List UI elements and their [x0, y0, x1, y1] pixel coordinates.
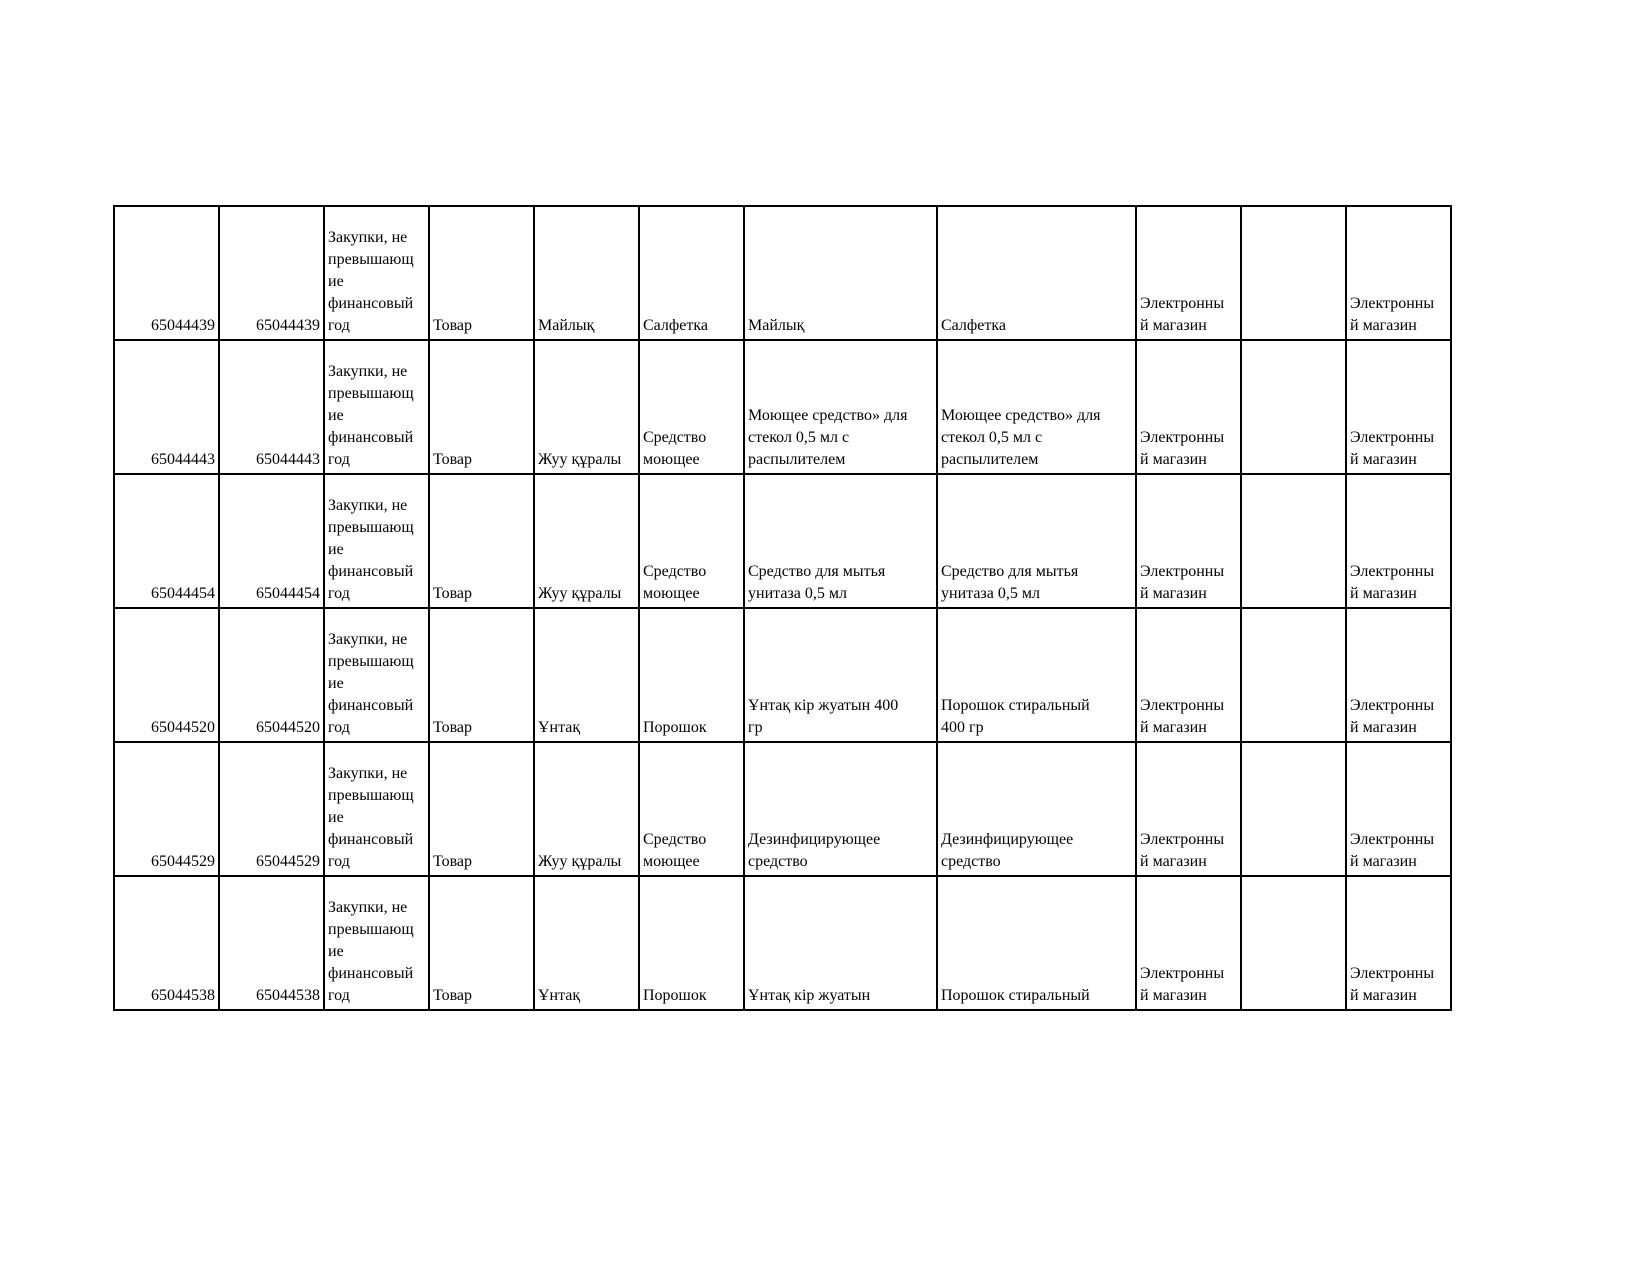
table-row — [114, 742, 1451, 876]
lot-number: 65044520 — [151, 719, 215, 736]
method-ru: Электронны й магазин — [1350, 697, 1435, 736]
description-kz: Моющее средство» для стекол 0,5 мл с распылителем — [748, 407, 908, 468]
item-number-cell — [219, 340, 324, 474]
name-kz: Жуу құралы — [538, 585, 622, 602]
item-number: 65044443 — [256, 451, 320, 468]
lot-number-cell — [114, 474, 219, 608]
name-ru: Средство моющее — [643, 831, 707, 870]
item-number-cell — [219, 608, 324, 742]
name-kz-cell — [534, 206, 639, 340]
name-kz: Жуу құралы — [538, 853, 622, 870]
lot-number-cell — [114, 608, 219, 742]
empty-cell — [1241, 340, 1346, 474]
lot-number: 65044443 — [151, 451, 215, 468]
empty-cell — [1241, 876, 1346, 1010]
method-kz-cell — [1136, 742, 1241, 876]
purchase-type-cell — [324, 340, 429, 474]
description-kz-cell — [744, 340, 937, 474]
name-kz: Ұнтақ — [538, 719, 581, 736]
subject-type: Товар — [433, 585, 473, 602]
item-number: 65044520 — [256, 719, 320, 736]
description-kz-cell — [744, 742, 937, 876]
method-kz: Электронны й магазин — [1140, 697, 1225, 736]
method-kz: Электронны й магазин — [1140, 295, 1225, 334]
empty-cell — [1241, 608, 1346, 742]
item-number: 65044454 — [256, 585, 320, 602]
method-ru-cell — [1346, 206, 1451, 340]
purchase-type-cell — [324, 876, 429, 1010]
name-ru: Порошок — [643, 719, 707, 736]
description-kz: Ұнтақ кір жуатын 400 гр — [748, 697, 899, 736]
name-ru-cell — [639, 876, 744, 1010]
item-number-cell — [219, 876, 324, 1010]
purchase-type-cell — [324, 608, 429, 742]
name-ru: Салфетка — [643, 317, 708, 334]
lot-number: 65044538 — [151, 987, 215, 1004]
name-ru: Средство моющее — [643, 429, 707, 468]
description-ru: Салфетка — [941, 317, 1006, 334]
empty-cell — [1241, 206, 1346, 340]
subject-type-cell — [429, 876, 534, 1010]
subject-type: Товар — [433, 853, 473, 870]
description-kz: Средство для мытья унитаза 0,5 мл — [748, 563, 886, 602]
purchase-type: Закупки, не превышающ ие финансовый год — [328, 631, 414, 736]
name-kz: Жуу құралы — [538, 451, 622, 468]
item-number-cell — [219, 742, 324, 876]
table-row — [114, 876, 1451, 1010]
description-kz-cell — [744, 206, 937, 340]
method-ru-cell — [1346, 742, 1451, 876]
purchase-type: Закупки, не превышающ ие финансовый год — [328, 497, 414, 602]
description-ru-cell — [937, 608, 1136, 742]
description-ru-cell — [937, 742, 1136, 876]
name-kz-cell — [534, 742, 639, 876]
lot-number-cell — [114, 742, 219, 876]
purchase-type-cell — [324, 742, 429, 876]
lot-number-cell — [114, 876, 219, 1010]
item-number-cell — [219, 474, 324, 608]
empty-cell — [1241, 742, 1346, 876]
name-ru-cell — [639, 742, 744, 876]
description-kz-cell — [744, 474, 937, 608]
description-ru: Моющее средство» для стекол 0,5 мл с распылителем — [941, 407, 1101, 468]
table-row — [114, 340, 1451, 474]
table-row — [114, 474, 1451, 608]
table-row — [114, 608, 1451, 742]
subject-type-cell — [429, 742, 534, 876]
name-kz: Майлық — [538, 317, 595, 334]
description-ru-cell — [937, 876, 1136, 1010]
table-row — [114, 206, 1451, 340]
method-ru: Электронны й магазин — [1350, 831, 1435, 870]
lot-number-cell — [114, 206, 219, 340]
name-ru: Средство моющее — [643, 563, 707, 602]
name-kz-cell — [534, 876, 639, 1010]
subject-type: Товар — [433, 987, 473, 1004]
subject-type: Товар — [433, 317, 473, 334]
method-kz-cell — [1136, 474, 1241, 608]
lot-number: 65044439 — [151, 317, 215, 334]
item-number: 65044529 — [256, 853, 320, 870]
method-kz: Электронны й магазин — [1140, 429, 1225, 468]
subject-type-cell — [429, 206, 534, 340]
description-kz-cell — [744, 608, 937, 742]
purchase-type-cell — [324, 474, 429, 608]
subject-type-cell — [429, 608, 534, 742]
description-kz: Майлық — [748, 317, 805, 334]
subject-type: Товар — [433, 451, 473, 468]
name-kz-cell — [534, 340, 639, 474]
description-ru: Дезинфицирующее средство — [941, 831, 1074, 870]
method-ru: Электронны й магазин — [1350, 965, 1435, 1004]
method-ru-cell — [1346, 474, 1451, 608]
item-number: 65044538 — [256, 987, 320, 1004]
name-ru-cell — [639, 206, 744, 340]
method-kz-cell — [1136, 608, 1241, 742]
method-kz: Электронны й магазин — [1140, 965, 1225, 1004]
purchase-type: Закупки, не превышающ ие финансовый год — [328, 899, 414, 1004]
method-kz: Электронны й магазин — [1140, 563, 1225, 602]
method-ru: Электронны й магазин — [1350, 563, 1435, 602]
lot-number: 65044454 — [151, 585, 215, 602]
lot-number-cell — [114, 340, 219, 474]
table-body — [114, 206, 1451, 1010]
method-kz-cell — [1136, 876, 1241, 1010]
item-number-cell — [219, 206, 324, 340]
subject-type-cell — [429, 340, 534, 474]
method-kz: Электронны й магазин — [1140, 831, 1225, 870]
method-ru-cell — [1346, 608, 1451, 742]
subject-type-cell — [429, 474, 534, 608]
name-kz-cell — [534, 474, 639, 608]
purchase-type: Закупки, не превышающ ие финансовый год — [328, 765, 414, 870]
description-kz-cell — [744, 876, 937, 1010]
description-ru-cell — [937, 474, 1136, 608]
name-ru-cell — [639, 340, 744, 474]
description-ru-cell — [937, 206, 1136, 340]
description-ru: Средство для мытья унитаза 0,5 мл — [941, 563, 1079, 602]
method-kz-cell — [1136, 340, 1241, 474]
name-ru-cell — [639, 474, 744, 608]
description-ru: Порошок стиральный 400 гр — [941, 697, 1090, 736]
method-kz-cell — [1136, 206, 1241, 340]
name-ru: Порошок — [643, 987, 707, 1004]
method-ru-cell — [1346, 340, 1451, 474]
item-number: 65044439 — [256, 317, 320, 334]
empty-cell — [1241, 474, 1346, 608]
subject-type: Товар — [433, 719, 473, 736]
method-ru: Электронны й магазин — [1350, 295, 1435, 334]
description-ru-cell — [937, 340, 1136, 474]
description-ru: Порошок стиральный — [941, 987, 1090, 1004]
name-kz-cell — [534, 608, 639, 742]
description-kz: Ұнтақ кір жуатын — [748, 987, 871, 1004]
name-ru-cell — [639, 608, 744, 742]
purchase-type-cell — [324, 206, 429, 340]
description-kz: Дезинфицирующее средство — [748, 831, 881, 870]
purchase-type: Закупки, не превышающ ие финансовый год — [328, 229, 414, 334]
lot-number: 65044529 — [151, 853, 215, 870]
method-ru: Электронны й магазин — [1350, 429, 1435, 468]
procurement-table — [113, 205, 1452, 1011]
purchase-type: Закупки, не превышающ ие финансовый год — [328, 363, 414, 468]
name-kz: Ұнтақ — [538, 987, 581, 1004]
method-ru-cell — [1346, 876, 1451, 1010]
